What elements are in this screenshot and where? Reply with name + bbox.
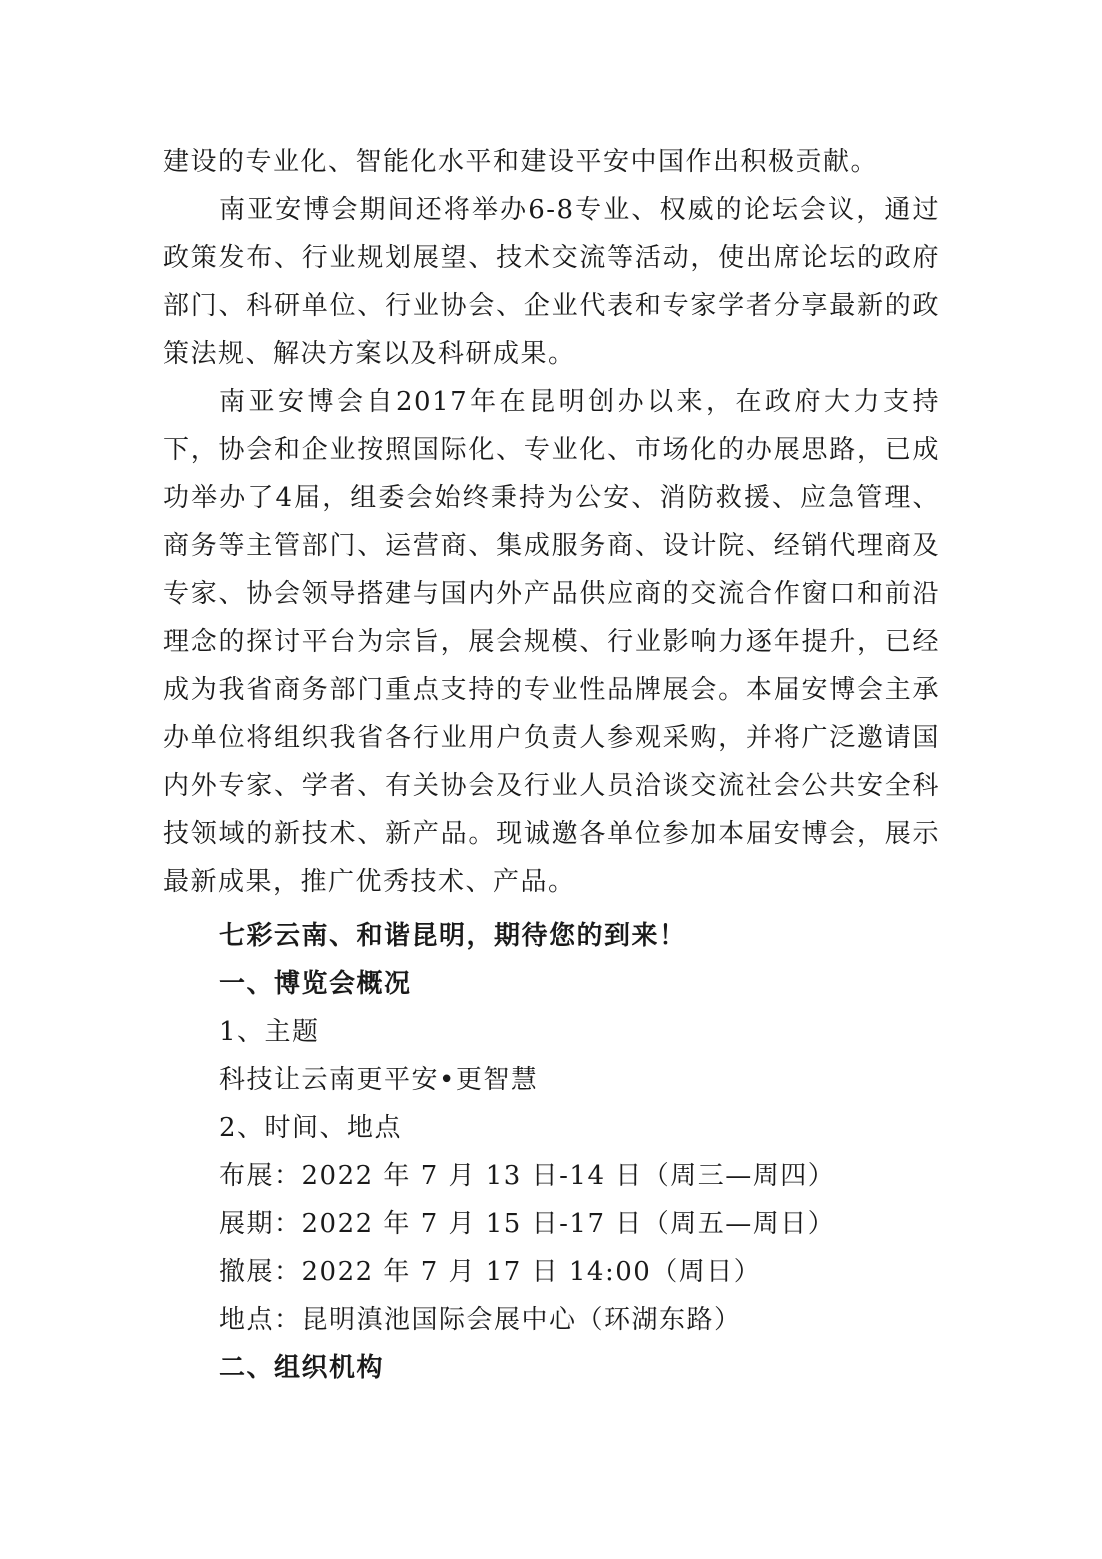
paragraph-history: 南亚安博会自2017年在昆明创办以来，在政府大力支持下，协会和企业按照国际化、专业化、市场化的办展思路，已成功举办了4届，组委会始终秉持为公安、消防救援、应急管理、商务等主管部门、运营商、集成服务商、设计院、经销代理商及专家、协会领导搭建与国内外产品供应商的交流合作窗口和前沿理念的探讨平台为宗旨，展会规模、行业影响力逐年提升，已经成为我省商务部门重点支持的专业性品牌展会。本届安博会主承办单位将组织我省各行业用户负责人参观采购，并将广泛邀请国内外专家、学者、有关协会及行业人员洽谈交流社会公共安全科技领域的新技术、新产品。现诚邀各单位参加本届安博会，展示最新成果，推广优秀技术、产品。 xyxy=(163,387,940,897)
slogan: 七彩云南、和谐昆明，期待您的到来！ xyxy=(219,921,687,951)
theme-label: 1、主题 xyxy=(219,1017,320,1047)
setup-date: 布展：2022 年 7 月 13 日-14 日（周三—周四） xyxy=(219,1161,836,1191)
time-place-label: 2、时间、地点 xyxy=(219,1113,403,1143)
paragraph-continuation: 建设的专业化、智能化水平和建设平安中国作出积极贡献。 xyxy=(163,147,879,177)
document-body xyxy=(163,138,940,1392)
venue: 地点：昆明滇池国际会展中心（环湖东路） xyxy=(219,1305,742,1335)
section-heading-organization: 二、组织机构 xyxy=(219,1353,385,1383)
exhibition-date: 展期：2022 年 7 月 15 日-17 日（周五—周日） xyxy=(219,1209,836,1239)
theme-value: 科技让云南更平安•更智慧 xyxy=(219,1065,539,1095)
teardown-date: 撤展：2022 年 7 月 17 日 14:00（周日） xyxy=(219,1257,762,1287)
section-heading-overview: 一、博览会概况 xyxy=(219,969,412,999)
paragraph-forum: 南亚安博会期间还将举办6-8专业、权威的论坛会议，通过政策发布、行业规划展望、技术交流等活动，使出席论坛的政府部门、科研单位、行业协会、企业代表和专家学者分享最新的政策法规、解决方案以及科研成果。 xyxy=(163,195,940,369)
